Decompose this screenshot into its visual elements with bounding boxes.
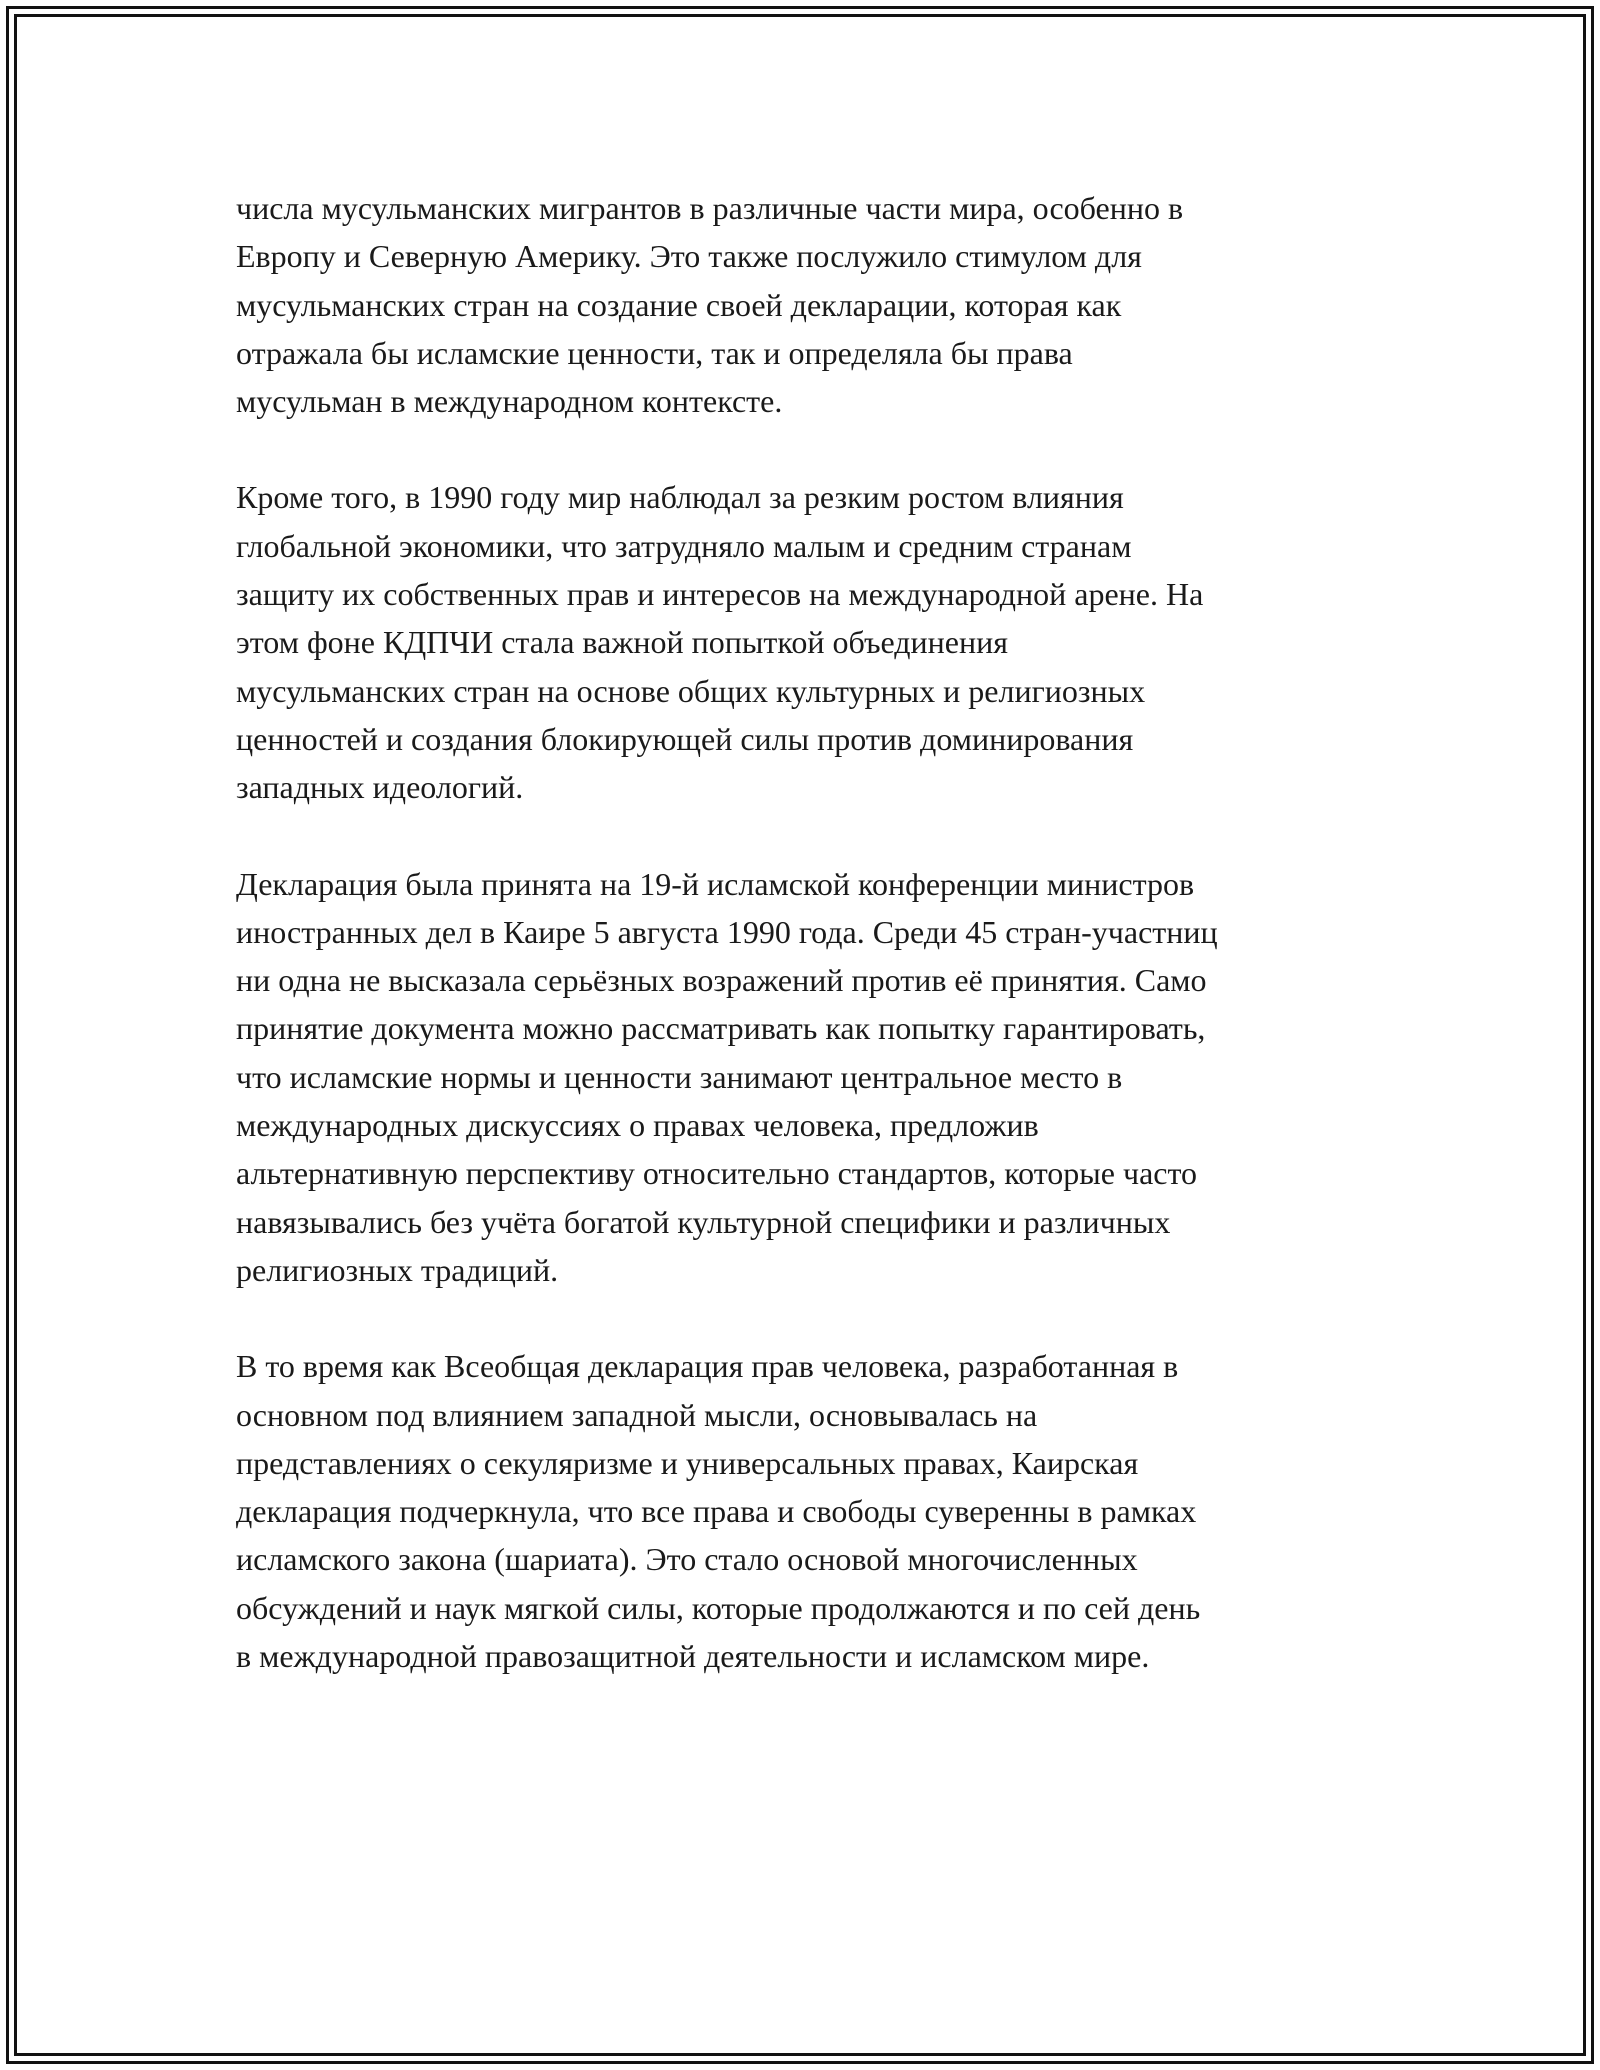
text-line: что исламские нормы и ценности занимают центральное место в [236,1058,1123,1095]
text-line: исламского закона (шариата). Это стало основой многочисленных [236,1541,1138,1578]
text-line: этом фоне КДПЧИ стала важной попыткой объединения [236,624,1008,661]
text-line: представлениях о секуляризме и универсальных правах, Каирская [236,1444,1139,1481]
text-line: иностранных дел в Каире 5 августа 1990 года. Среди 45 стран-участниц [236,913,1218,950]
paragraph-3 [236,860,1376,1295]
text-line: западных идеологий. [236,769,524,806]
text-line: мусульман в международном контексте. [236,383,783,420]
text-line: навязывались без учёта богатой культурной специфики и различных [236,1203,1171,1240]
paragraph-1 [236,184,1376,425]
text-line: Декларация была принята на 19-й исламской конференции министров [236,865,1195,902]
text-line: религиозных традиций. [236,1251,559,1288]
text-line: отражала бы исламские ценности, так и определяла бы права [236,334,1073,371]
paragraph-2 [236,473,1376,811]
text-line: глобальной экономики, что затрудняло малым и средним странам [236,527,1132,564]
text-line: ценностей и создания блокирующей силы против доминирования [236,720,1134,757]
paragraph-4 [236,1342,1376,1680]
text-line: основном под влиянием западной мысли, основывалась на [236,1396,1038,1433]
document-body [236,184,1376,1728]
text-line: мусульманских стран на создание своей декларации, которая как [236,286,1122,323]
text-line: защиту их собственных прав и интересов на международной арене. На [236,576,1204,613]
text-line: международных дискуссиях о правах человека, предложив [236,1107,1039,1144]
text-line: принятие документа можно рассматривать как попытку гарантировать, [236,1010,1206,1047]
text-line: декларация подчеркнула, что все права и свободы суверенны в рамках [236,1493,1197,1530]
text-line: В то время как Всеобщая декларация прав человека, разработанная в [236,1348,1179,1385]
text-line: альтернативную перспективу относительно стандартов, которые часто [236,1155,1198,1192]
text-line: Европу и Северную Америку. Это также послужило стимулом для [236,238,1142,275]
text-line: мусульманских стран на основе общих культурных и религиозных [236,672,1146,709]
text-line: ни одна не высказала серьёзных возражений против её принятия. Само [236,962,1207,999]
text-line: обсуждений и наук мягкой силы, которые продолжаются и по сей день [236,1589,1201,1626]
text-line: числа мусульманских мигрантов в различные части мира, особенно в [236,190,1184,226]
text-line: Кроме того, в 1990 году мир наблюдал за резким ростом влияния [236,479,1124,516]
text-line: в международной правозащитной деятельности и исламском мире. [236,1638,1150,1675]
